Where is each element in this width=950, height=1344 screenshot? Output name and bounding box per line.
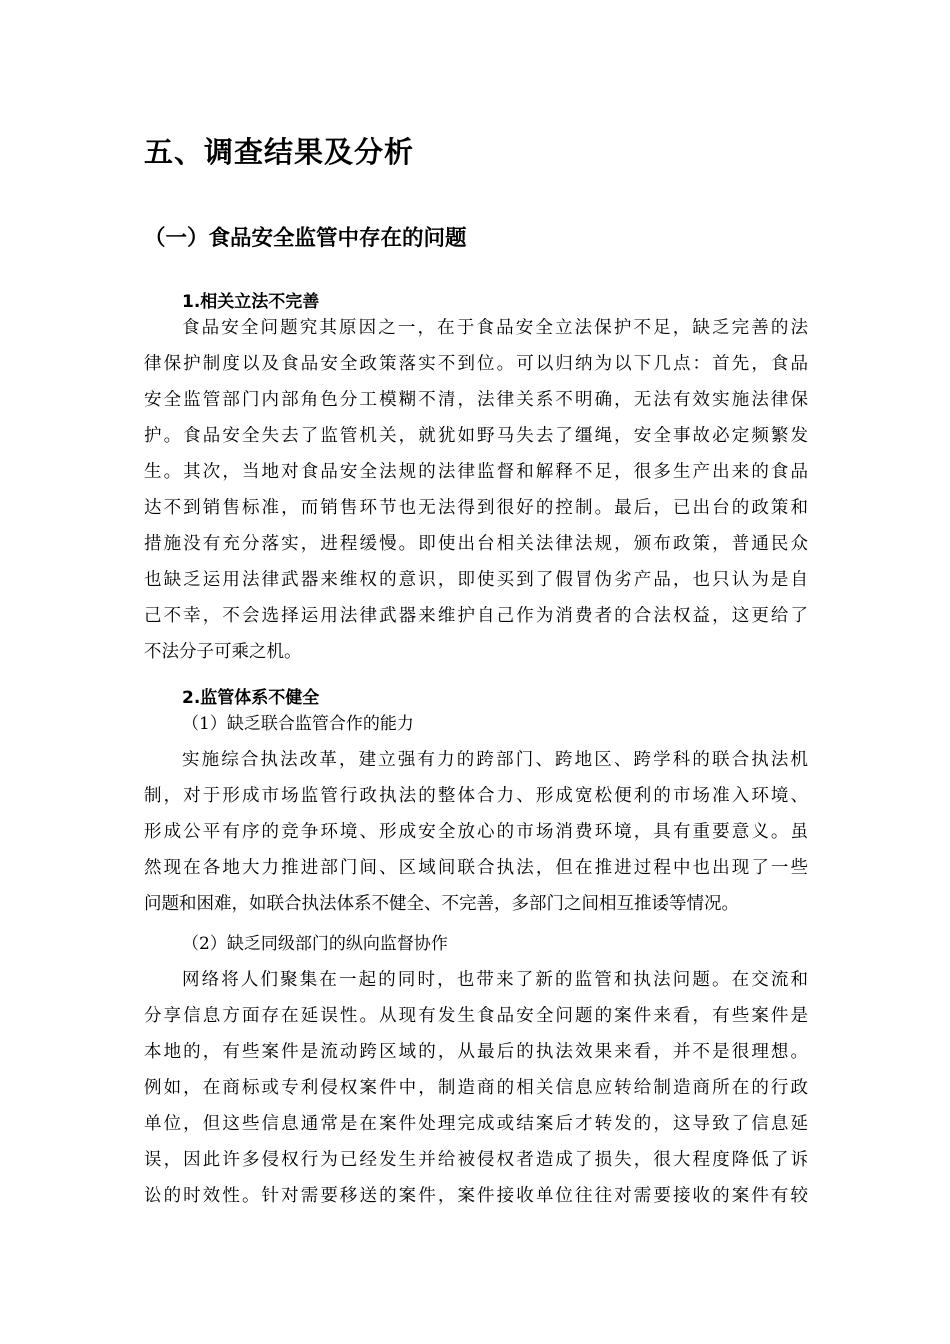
section-title: 五、调查结果及分析	[144, 135, 415, 169]
paragraph-line: 问题和困难，如联合执法体系不健全、不完善，多部门之间相互推诿等情况。	[144, 894, 739, 914]
paragraph-line: 己不幸，不会选择运用法律武器来维护自己作为消费者的合法权益，这更给了	[144, 606, 808, 626]
paragraph-line: 误，因此许多侵权行为已经发生并给被侵权者造成了损失，很大程度降低了诉	[144, 1150, 808, 1170]
paragraph-line: 讼的时效性。针对需要移送的案件，案件接收单位往往对需要接收的案件有较	[144, 1186, 808, 1206]
paragraph-line: 护。食品安全失去了监管机关，就犹如野马失去了缰绳，安全事故必定频繁发	[144, 426, 808, 446]
paragraph-line: 制，对于形成市场监管行政执法的整体合力、形成宽松便利的市场准入环境、	[144, 786, 808, 806]
paragraph-legislation	[144, 310, 808, 670]
paragraph-line: 网络将人们聚集在一起的同时，也带来了新的监管和执法问题。在交流和	[182, 970, 808, 990]
paragraph-line: 单位，但这些信息通常是在案件处理完成或结案后才转发的，这导致了信息延	[144, 1114, 808, 1134]
heading-legislation: 1.相关立法不完善	[182, 292, 320, 312]
paragraph-line: 措施没有充分落实，进程缓慢。即使出台相关法律法规，颁布政策，普通民众	[144, 534, 808, 554]
paragraph-line: 形成公平有序的竞争环境、形成安全放心的市场消费环境，具有重要意义。虽	[144, 822, 808, 842]
heading-supervision-system: 2.监管体系不健全	[182, 688, 320, 708]
paragraph-line: 不法分子可乘之机。	[144, 642, 302, 662]
heading-vertical-supervision: （2）缺乏同级部门的纵向监督协作	[182, 934, 448, 954]
paragraph-line: 律保护制度以及食品安全政策落实不到位。可以归纳为以下几点：首先，食品	[144, 354, 808, 374]
heading-joint-supervision: （1）缺乏联合监管合作的能力	[182, 714, 414, 734]
paragraph-line: 安全监管部门内部角色分工模糊不清，法律关系不明确，无法有效实施法律保	[144, 390, 808, 410]
paragraph-vertical-supervision	[144, 962, 808, 1214]
paragraph-line: 本地的，有些案件是流动跨区域的，从最后的执法效果来看，并不是很理想。	[144, 1042, 808, 1062]
subsection-title: （一）食品安全监管中存在的问题	[144, 226, 467, 251]
paragraph-line: 食品安全问题究其原因之一，在于食品安全立法保护不足，缺乏完善的法	[182, 318, 808, 338]
paragraph-line: 然现在各地大力推进部门间、区域间联合执法，但在推进过程中也出现了一些	[144, 858, 808, 878]
paragraph-joint-supervision	[144, 742, 808, 922]
paragraph-line: 例如，在商标或专利侵权案件中，制造商的相关信息应转给制造商所在的行政	[144, 1078, 808, 1098]
paragraph-line: 分享信息方面存在延误性。从现有发生食品安全问题的案件来看，有些案件是	[144, 1006, 808, 1026]
paragraph-line: 达不到销售标准，而销售环节也无法得到很好的控制。最后，已出台的政策和	[144, 498, 808, 518]
paragraph-line: 实施综合执法改革，建立强有力的跨部门、跨地区、跨学科的联合执法机	[182, 750, 808, 770]
paragraph-line: 也缺乏运用法律武器来维权的意识，即使买到了假冒伪劣产品，也只认为是自	[144, 570, 808, 590]
paragraph-line: 生。其次，当地对食品安全法规的法律监督和解释不足，很多生产出来的食品	[144, 462, 808, 482]
